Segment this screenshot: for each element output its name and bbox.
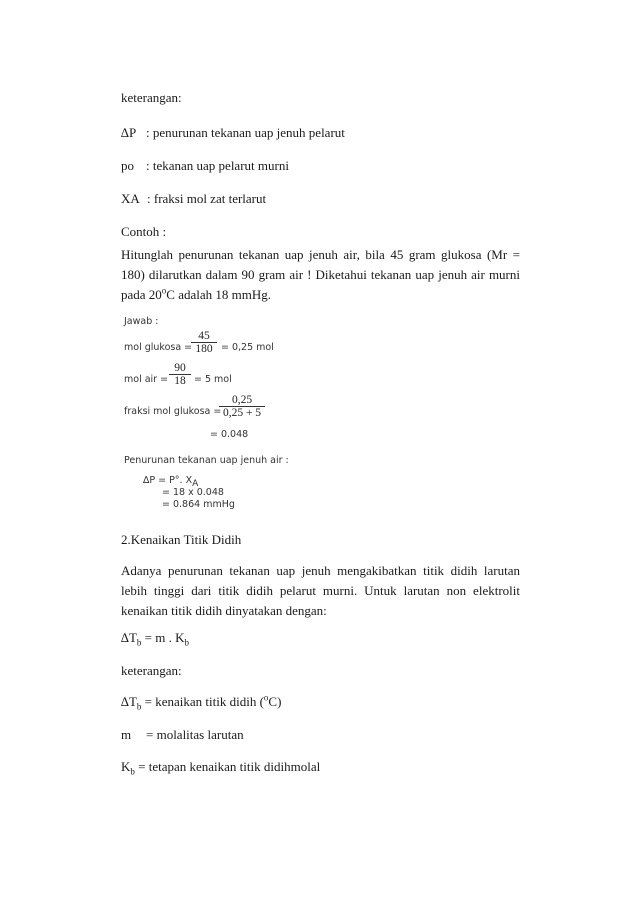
definition-text-end: C) [268,694,282,709]
definition-text: : fraksi mol zat terlarut [147,191,267,206]
fraction-denominator: 18 [174,375,186,387]
fraction-numerator: 90 [174,362,186,374]
definition-text: = molalitas larutan [146,727,244,742]
delta-p-step: = 18 x 0.048 [162,487,224,498]
definition-po [121,156,520,176]
section-paragraph: Adanya penurunan tekanan uap jenuh mengakibatkan titik didih larutan lebih tinggi dari titik didih pelarut murni. Untuk larutan non elektrolit kenaikan titik didih dinyatakan dengan: [121,563,520,618]
degree-superscript: o [263,692,269,703]
definition-text: : tekanan uap pelarut murni [146,158,289,173]
degree-superscript: o [161,285,167,296]
delta-p-formula [143,475,199,489]
definition-text: : penurunan tekanan uap jenuh pelarut [146,125,345,140]
fraksi-mol-label: fraksi mol glukosa = [124,406,222,417]
definition-symbol: XA [121,191,140,206]
fraction-numerator: 45 [198,330,210,342]
mol-glukosa-fraction [191,330,217,355]
section-heading: 2.Kenaikan Titik Didih [121,532,242,547]
mol-glukosa-result: = 0,25 mol [221,342,274,353]
definition-delta-tb [121,692,520,712]
mol-air-label: mol air = [124,374,169,385]
problem-text-end: C adalah 18 mmHg. [166,287,272,302]
delta-p-answer: = 0.864 mmHg [162,499,235,510]
fraction-denominator: 180 [195,343,213,355]
subscript-b: b [184,637,189,648]
keterangan-heading: keterangan: [121,90,182,105]
definition-m [121,725,520,745]
mol-air-result: = 5 mol [194,374,232,385]
fraksi-mol-result: = 0.048 [210,429,249,440]
boiling-point-formula [121,628,520,648]
mol-air-fraction [169,362,191,387]
problem-paragraph [121,245,520,305]
definition-delta-p [121,123,520,143]
fraction-denominator: 0,25 + 5 [222,407,262,419]
definition-kb [121,757,520,777]
solution-figure [121,316,311,516]
definition-symbol: ∆T [121,694,137,709]
fraction-numerator: 0,25 [231,394,253,406]
fraksi-mol-fraction [219,394,265,419]
formula-part: ∆T [121,630,137,645]
definition-xa [121,189,520,209]
keterangan-heading-2: keterangan: [121,663,182,678]
mol-glukosa-label: mol glukosa = [124,342,193,353]
jawab-title: Jawab : [124,316,159,327]
formula-part: = m . K [141,630,185,645]
penurunan-title: Penurunan tekanan uap jenuh air : [124,455,289,466]
definition-text: = kenaikan titik didih ( [141,694,264,709]
subscript-b: b [130,766,135,777]
definition-symbol: po [121,158,134,173]
definition-text: = tetapan kenaikan titik didihmolal [134,759,321,774]
definition-symbol: m [121,727,132,742]
subscript-b: b [136,701,142,712]
problem-text: Hitunglah penurunan tekanan uap jenuh air, bila 45 gram glukosa (Mr = 180) dilarutkan dalam 90 gram air ! Diketahui tekanan uap jenuh air murni pada 20 [121,247,520,302]
definition-symbol: ∆P [121,125,137,140]
contoh-heading: Contoh : [121,224,167,239]
delta-p-formula-text: ∆P = P°. X [143,475,193,486]
subscript-b: b [136,637,142,648]
definition-symbol: K [121,759,131,774]
subscript-a: A [192,478,199,489]
